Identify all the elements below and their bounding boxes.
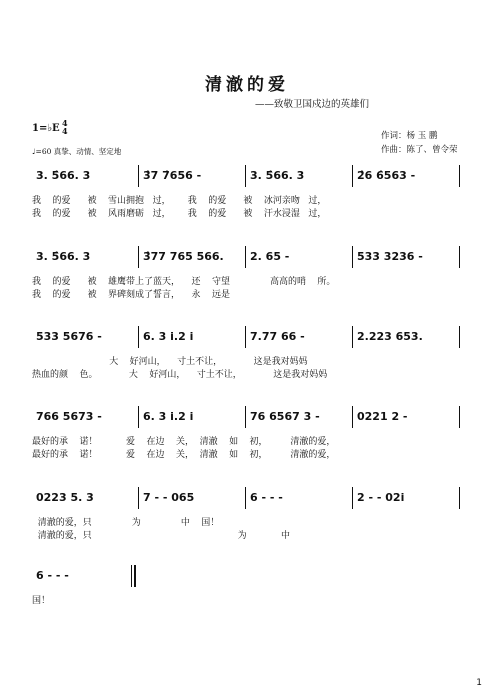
barline xyxy=(245,406,246,428)
measure-notes: 3. 5̂66. 3 xyxy=(250,169,305,182)
measure-notes: 3̂7 7̂656 - xyxy=(143,169,202,182)
notation-line xyxy=(32,165,460,187)
score-title: 清澈的爱 xyxy=(205,75,289,95)
lyric-line: 大 好河山， 寸土不让， 这是我对妈妈 xyxy=(32,357,308,367)
barline xyxy=(245,246,246,268)
barline xyxy=(352,165,353,187)
lyric-line: 我 的爱 被 界碑刻成了誓言， 永 远是 xyxy=(32,290,230,300)
measure-notes: 766 5673 - xyxy=(36,410,102,423)
measure-notes: 7.77 66 - xyxy=(250,330,305,343)
lyric-line: 清澈的爱，只 为 中 国！ xyxy=(32,518,220,528)
lyric-line: 我 的爱 被 风雨磨砺 过， 我 的爱 被 汗水浸湿 过， xyxy=(32,209,327,219)
measure-notes: 7 - - 065 xyxy=(143,491,195,504)
measure-notes: 533 3236 - xyxy=(357,250,423,263)
meter-bottom: 4 xyxy=(62,126,68,136)
barline xyxy=(352,246,353,268)
barline xyxy=(245,165,246,187)
measure-notes: 6. 3 i.2 i xyxy=(143,330,194,343)
score-subtitle: ——致敬卫国戍边的英雄们 xyxy=(255,99,370,110)
measure-notes: 2.223 653. xyxy=(357,330,423,343)
lyric-line: 我 的爱 被 雪山拥抱 过， 我 的爱 被 冰河亲吻 过， xyxy=(32,196,327,206)
barline xyxy=(138,246,139,268)
measure-notes: 76 6567 3 - xyxy=(250,410,320,423)
barline xyxy=(245,487,246,509)
measure-notes: 2 - - 02i xyxy=(357,491,405,504)
barline xyxy=(352,406,353,428)
barline xyxy=(138,326,139,348)
page-number: 1 xyxy=(476,678,482,688)
measure-notes: 6. 3 i.2 i xyxy=(143,410,194,423)
notation-line xyxy=(32,406,460,428)
measure-notes: 0223 5. 3 xyxy=(36,491,94,504)
measure-notes: 6 - - - xyxy=(250,491,283,504)
meter-top: 4 xyxy=(62,118,68,128)
measure-notes: 0221 2 - xyxy=(357,410,408,423)
barline xyxy=(459,487,460,509)
notation-line xyxy=(32,326,460,348)
barline xyxy=(138,406,139,428)
barline xyxy=(352,487,353,509)
barline xyxy=(138,165,139,187)
lyric-line: 最好的承 诺！ 爱 在边 关， 清澈 如 初， 清澈的爱， xyxy=(32,450,336,460)
lyric-line: 热血的颜 色。 大 好河山， 寸土不让， 这是我对妈妈 xyxy=(32,370,328,380)
lyric-line: 国！ xyxy=(32,596,51,606)
barline xyxy=(459,406,460,428)
measure-notes: 3. 5̂66. 3 xyxy=(36,169,91,182)
barline xyxy=(131,565,132,587)
measure-notes: 3̂77 765 566. xyxy=(143,250,224,263)
notation-line xyxy=(32,246,460,268)
time-signature xyxy=(62,119,68,135)
measure-notes: 6 - - - xyxy=(36,569,69,582)
notation-line xyxy=(32,487,460,509)
measure-notes: 2. 65 - xyxy=(250,250,290,263)
lyricist-credit: 作词：杨 玉 鹏 xyxy=(381,131,438,141)
tempo-marking: ♩=60 真挚、动情、坚定地 xyxy=(32,147,122,156)
key-signature: 1=♭E xyxy=(32,123,60,134)
barline xyxy=(245,326,246,348)
composer-credit: 作曲：陈了、曾令荣 xyxy=(381,145,458,155)
lyric-line: 我 的爱 被 雄鹰带上了蓝天， 还 守望 高高的哨 所。 xyxy=(32,277,336,287)
lyric-line: 最好的承 诺！ 爱 在边 关， 清澈 如 初， 清澈的爱， xyxy=(32,437,336,447)
barline xyxy=(138,487,139,509)
barline xyxy=(459,165,460,187)
lyric-line: 清澈的爱，只 为 中 xyxy=(32,531,290,541)
final-barline xyxy=(134,565,136,587)
measure-notes: 3. 5̂66. 3 xyxy=(36,250,91,263)
barline xyxy=(459,246,460,268)
notation-line xyxy=(32,565,460,587)
barline xyxy=(459,326,460,348)
measure-notes: 533 5676 - xyxy=(36,330,102,343)
measure-notes: 2̂6 6̂563 - xyxy=(357,169,416,182)
barline xyxy=(352,326,353,348)
